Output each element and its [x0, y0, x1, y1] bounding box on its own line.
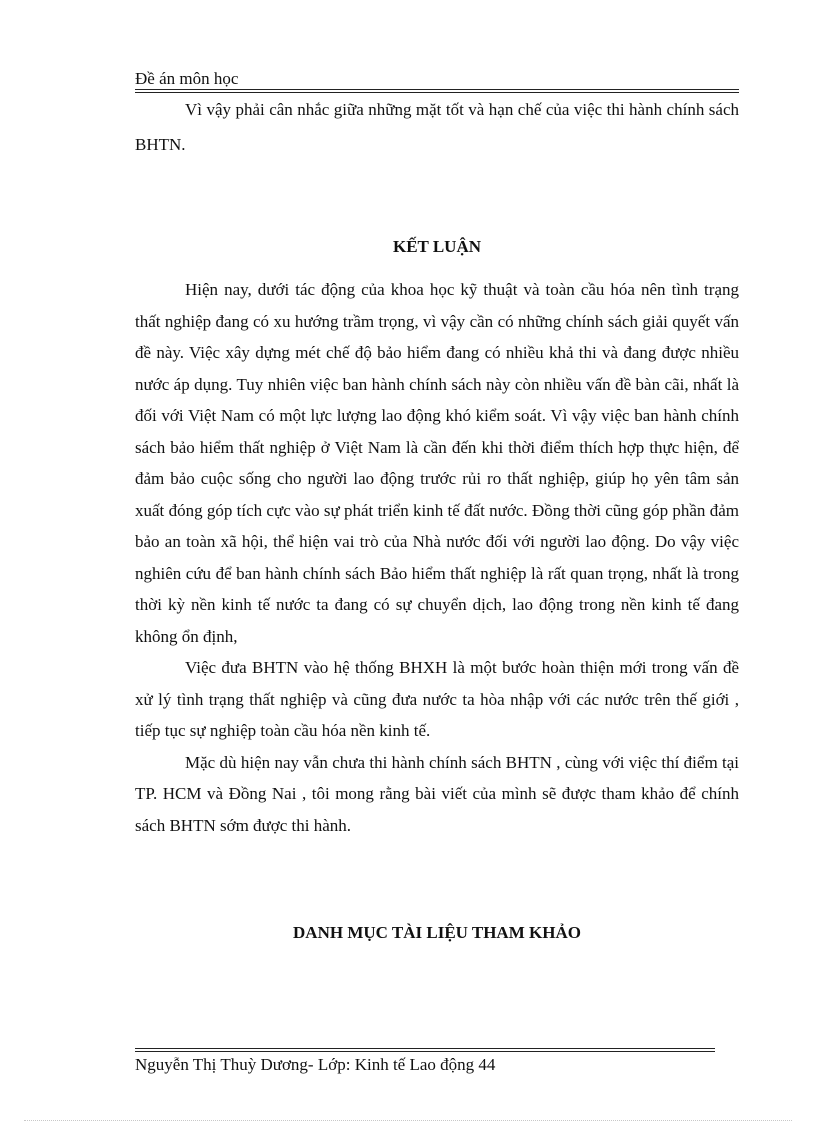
conclusion-paragraph-1: Hiện nay, dưới tác động của khoa học kỹ thuật và toàn cầu hóa nên tình trạng thất nghiệp đang có xu hướng trầm trọng, vì vậy cần có những chính sách giải quyết vấn đề này. Việc xây dựng mét chế độ bảo hiểm đang có nhiều khả thi và đang được nhiều nước áp dụng. Tuy nhiên việc ban hành chính sách này còn nhiều vấn đề bàn cãi, nhất là đối với Việt Nam có một lực lượng lao động khó kiểm soát. Vì vậy việc ban hành chính sách bảo hiểm thất nghiệp ở Việt Nam là cần đến khi thời điểm thích hợp thực hiện, để đảm bảo cuộc sống cho người lao động trước rủi ro thất nghiệp, giúp họ yên tâm sản xuất đóng góp tích cực vào sự phát triển kinh tế đất nước. Đồng thời cũng góp phần đảm bảo an toàn xã hội, thể hiện vai trò của Nhà nước đối với người lao động. Do vậy việc nghiên cứu để ban hành chính sách Bảo hiểm thất nghiệp là rất quan trọng, nhất là trong thời kỳ nền kinh tế nước ta đang có sự chuyển dịch, lao động trong nền kinh tế đang không ổn định, [135, 280, 739, 646]
header-title: Đề án môn học [135, 69, 239, 88]
page-bottom-edge [24, 1120, 792, 1121]
intro-paragraph: Vì vậy phải cân nhắc giữa những mặt tốt và hạn chế của việc thi hành chính sách BHTN. [135, 100, 739, 154]
conclusion-paragraph-3: Mặc dù hiện nay vẫn chưa thi hành chính sách BHTN , cùng với việc thí điểm tại TP. HCM và Đồng Nai , tôi mong rằng bài viết của mình sẽ được tham khảo để chính sách BHTN sớm được thi hành. [135, 752, 739, 835]
conclusion-paragraph-2: Việc đưa BHTN vào hệ thống BHXH là một bước hoàn thiện mới trong vấn đề xử lý tình trạng thất nghiệp và cũng đưa nước ta hòa nhập với các nước trên thế giới , tiếp tục sự nghiệp toàn cầu hóa nền kinh tế. [135, 658, 739, 740]
references-heading: DANH MỤC TÀI LIỆU THAM KHẢO [293, 923, 581, 942]
conclusion-heading: KẾT LUẬN [392, 237, 481, 256]
conclusion-body [135, 274, 739, 841]
footer-rule-bottom [135, 1051, 715, 1052]
header-rule-top [135, 89, 739, 90]
footer-text: Nguyễn Thị Thuỳ Dương- Lớp: Kinh tế Lao động 44 [135, 1055, 496, 1074]
intro-section [135, 92, 739, 162]
footer-rule-top [135, 1048, 715, 1049]
